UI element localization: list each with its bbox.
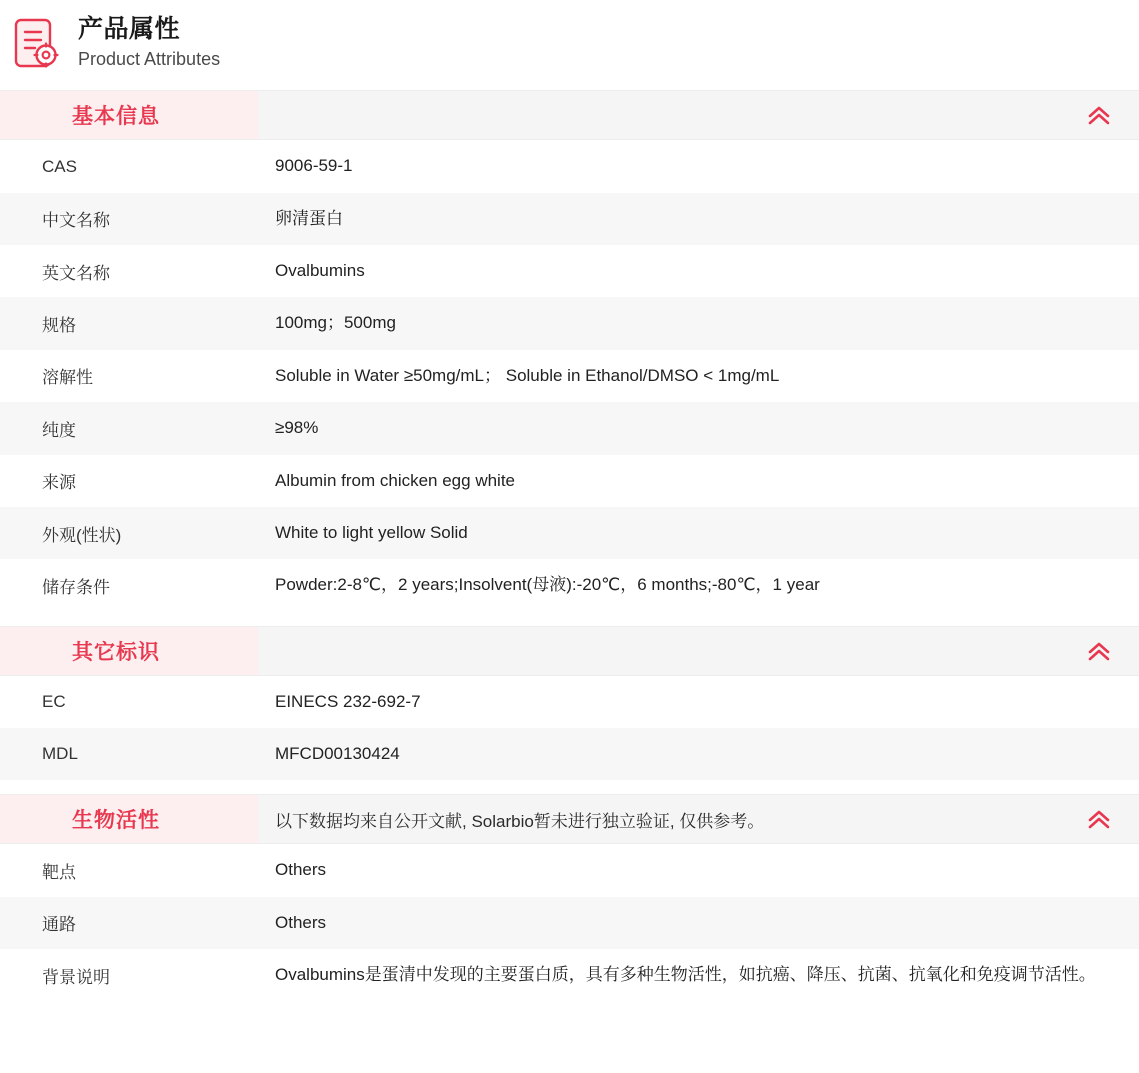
table-row [0,245,1139,297]
section-spacer [0,780,1139,794]
table-row [0,455,1139,507]
collapse-toggle-bioactivity[interactable] [1059,795,1139,843]
page-title [78,14,220,72]
row-key: 背景说明 [42,967,110,987]
section-header-basic-info [0,90,1139,140]
row-key: EC [42,691,66,711]
section-rows-other-identifiers [0,676,1139,781]
row-value: 9006-59-1 [275,156,353,176]
row-key: 溶解性 [42,368,93,388]
row-value: ≥98% [275,418,319,438]
section-rows-bioactivity [0,844,1139,1001]
row-value: Ovalbumins [275,261,365,281]
section-note-basic-info [258,91,1059,139]
page-header [0,0,1139,90]
row-value: 100mg；500mg [275,313,396,333]
row-value: EINECS 232-692-7 [275,691,421,711]
table-row [0,559,1139,611]
table-row [0,507,1139,559]
section-title-bioactivity: 生物活性 [0,795,258,843]
sections-container [0,90,1139,1001]
table-row [0,728,1139,780]
row-key: 纯度 [42,420,76,440]
row-value: 卵清蛋白 [275,208,343,228]
row-value: Soluble in Water ≥50mg/mL； Soluble in Ethanol/DMSO < 1mg/mL [275,365,780,385]
row-key: 外观(性状) [42,525,122,545]
section-rows-basic-info [0,140,1139,611]
page-title-cn: 产品属性 [78,15,181,43]
double-chevron-up-icon [1086,641,1112,661]
row-key: 来源 [42,473,76,493]
table-row [0,350,1139,402]
section-header-bioactivity [0,794,1139,844]
row-key: 英文名称 [42,263,110,283]
double-chevron-up-icon [1086,105,1112,125]
row-value: Others [275,860,327,880]
table-row [0,676,1139,728]
row-key: 储存条件 [42,577,110,597]
row-value: Others [275,912,327,932]
row-key: 规格 [42,316,76,336]
row-key: 通路 [42,915,76,935]
row-key: CAS [42,156,77,176]
row-value: MFCD00130424 [275,743,400,763]
table-row [0,897,1139,949]
row-key: 靶点 [42,862,76,882]
section-spacer [0,612,1139,626]
table-row [0,949,1139,1001]
section-note-other-identifiers [258,627,1059,675]
collapse-toggle-other-identifiers[interactable] [1059,627,1139,675]
row-key: 中文名称 [42,211,110,231]
double-chevron-up-icon [1086,809,1112,829]
table-row [0,297,1139,349]
table-row [0,140,1139,192]
row-value: White to light yellow Solid [275,522,468,542]
row-value: Ovalbumins是蛋清中发现的主要蛋白质，具有多种生物活性，如抗癌、降压、抗菌、抗氧化和免疫调节活性。 [275,964,1096,984]
section-title-basic-info: 基本信息 [0,91,258,139]
section-header-other-identifiers [0,626,1139,676]
row-value: Albumin from chicken egg white [275,470,516,490]
section-title-other-identifiers: 其它标识 [0,627,258,675]
table-row [0,402,1139,454]
page-title-en: Product Attributes [78,49,221,70]
collapse-toggle-basic-info[interactable] [1059,91,1139,139]
table-row [0,844,1139,896]
row-key: MDL [42,744,78,764]
table-row [0,193,1139,245]
document-attributes-icon [14,18,60,70]
row-value: Powder:2-8℃，2 years;Insolvent(母液):-20℃，6 months;-80℃，1 year [275,575,820,595]
section-note-bioactivity: 以下数据均来自公开文献, Solarbio暂未进行独立验证, 仅供参考。 [275,811,765,831]
